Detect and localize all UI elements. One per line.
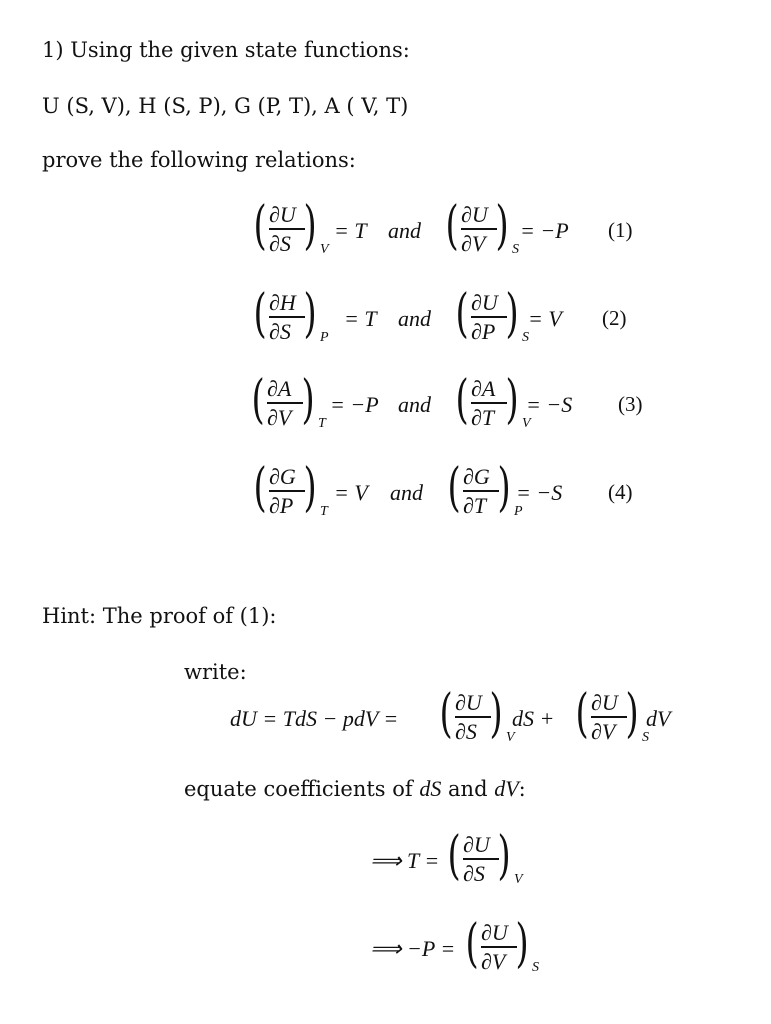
relation-3-derivative-1 (248, 370, 326, 440)
derivative-numerator: ∂H (269, 290, 296, 315)
derivative-numerator: ∂U (455, 690, 482, 715)
relation-row-2 (0, 284, 771, 354)
fraction-bar (481, 946, 517, 948)
relation-1-label: (1) (608, 218, 633, 242)
derivative-numerator: ∂U (591, 690, 618, 715)
derivative-subscript: V (514, 872, 523, 887)
relation-row-1 (0, 196, 771, 266)
derivative-denominator: ∂S (463, 861, 485, 886)
intro-line-3: prove the following relations: (42, 148, 356, 172)
relation-4-rhs-1: = V (334, 480, 368, 505)
left-paren: ( (445, 196, 459, 256)
derivative-subscript: P (320, 330, 329, 345)
right-paren: ) (497, 458, 511, 518)
relation-2-rhs-1: = T (344, 306, 377, 331)
relation-1-derivative-2 (442, 196, 519, 266)
equate-colon: : (518, 777, 526, 801)
derivative-numerator: ∂U (463, 832, 490, 857)
derivative-subscript: V (506, 730, 515, 745)
relation-3-derivative-2 (452, 370, 531, 440)
relation-row-4 (0, 458, 771, 528)
relation-2-rhs-2: = V (528, 306, 562, 331)
equate-coefficients-text (184, 778, 526, 800)
equate-and: and (441, 777, 495, 801)
left-paren: ( (439, 684, 453, 744)
fraction-bar (591, 716, 627, 718)
hint-title: Hint: The proof of (1): (42, 604, 277, 628)
right-paren: ) (625, 684, 639, 744)
derivative-numerator: ∂U (481, 920, 508, 945)
hint-equation-lhs: dU = TdS − pdV = (230, 706, 399, 731)
relation-1-derivative-1 (250, 196, 329, 266)
left-paren: ( (253, 196, 267, 256)
derivative-numerator: ∂U (461, 202, 488, 227)
relation-3-and: and (398, 392, 431, 417)
hint-write-label: write: (184, 660, 247, 684)
derivative-denominator: ∂V (267, 405, 292, 430)
derivative-denominator: ∂P (471, 319, 496, 344)
derivative-subscript: S (642, 730, 649, 745)
left-paren: ( (465, 914, 479, 974)
right-paren: ) (303, 284, 317, 344)
relation-4-derivative-1 (250, 458, 328, 528)
relation-4-derivative-2 (444, 458, 523, 528)
relation-2-and: and (398, 306, 431, 331)
hint-equation-mid: dS + (512, 706, 555, 731)
relation-3-rhs-2: = −S (526, 392, 573, 417)
left-paren: ( (251, 370, 265, 430)
fraction-bar (471, 316, 507, 318)
result-T (0, 826, 771, 896)
fraction-bar (269, 490, 305, 492)
derivative-numerator: ∂G (463, 464, 490, 489)
left-paren: ( (455, 370, 469, 430)
partial-derivative-dU-dS (436, 684, 515, 754)
relation-1-rhs-2: = −P (520, 218, 569, 243)
relation-3-rhs-1: = −P (330, 392, 379, 417)
derivative-subscript: V (320, 242, 329, 257)
derivative-denominator: ∂S (455, 719, 477, 744)
derivative-denominator: ∂V (591, 719, 616, 744)
derivative-numerator: ∂U (269, 202, 296, 227)
relation-3-label: (3) (618, 392, 643, 416)
left-paren: ( (455, 284, 469, 344)
equate-text: equate coefficients of (184, 777, 420, 801)
partial-derivative-dU-dV (572, 684, 649, 754)
right-paren: ) (505, 370, 519, 430)
left-paren: ( (253, 458, 267, 518)
derivative-denominator: ∂P (269, 493, 294, 518)
result-P (0, 914, 771, 984)
derivative-numerator: ∂A (267, 376, 292, 401)
derivative-subscript: S (522, 330, 529, 345)
right-paren: ) (489, 684, 503, 744)
relation-row-3 (0, 370, 771, 440)
relation-2-derivative-2 (452, 284, 529, 354)
fraction-bar (267, 402, 303, 404)
derivative-subscript: V (522, 416, 531, 431)
right-paren: ) (505, 284, 519, 344)
relation-4-label: (4) (608, 480, 633, 504)
intro-line-1: 1) Using the given state functions: (42, 38, 410, 62)
right-paren: ) (303, 196, 317, 256)
derivative-subscript: T (318, 416, 326, 431)
fraction-bar (455, 716, 491, 718)
derivative-denominator: ∂V (481, 949, 506, 974)
right-paren: ) (497, 826, 511, 886)
derivative-denominator: ∂S (269, 319, 291, 344)
fraction-bar (463, 858, 499, 860)
result-T-lhs: ⟹ T = (370, 848, 440, 873)
derivative-numerator: ∂G (269, 464, 296, 489)
relation-4-rhs-2: = −S (516, 480, 563, 505)
partial-derivative-result-T (444, 826, 523, 896)
right-paren: ) (515, 914, 529, 974)
hint-equation-end: dV (646, 706, 671, 731)
result-P-lhs: ⟹ −P = (370, 936, 456, 961)
left-paren: ( (447, 826, 461, 886)
derivative-subscript: P (514, 504, 523, 519)
fraction-bar (269, 228, 305, 230)
relation-2-label: (2) (602, 306, 627, 330)
relation-4-and: and (390, 480, 423, 505)
right-paren: ) (301, 370, 315, 430)
derivative-subscript: S (532, 960, 539, 975)
right-paren: ) (495, 196, 509, 256)
relation-1-and: and (388, 218, 421, 243)
fraction-bar (471, 402, 507, 404)
intro-line-2: U (S, V), H (S, P), G (P, T), A ( V, T) (42, 94, 409, 118)
relation-1-rhs-1: = T (334, 218, 367, 243)
equate-var-dV: dV (494, 776, 519, 801)
relation-2-derivative-1 (250, 284, 329, 354)
left-paren: ( (447, 458, 461, 518)
right-paren: ) (303, 458, 317, 518)
fraction-bar (461, 228, 497, 230)
derivative-denominator: ∂T (471, 405, 495, 430)
derivative-numerator: ∂U (471, 290, 498, 315)
left-paren: ( (253, 284, 267, 344)
derivative-denominator: ∂S (269, 231, 291, 256)
partial-derivative-result-P (462, 914, 539, 984)
left-paren: ( (575, 684, 589, 744)
derivative-subscript: T (320, 504, 328, 519)
derivative-numerator: ∂A (471, 376, 496, 401)
fraction-bar (463, 490, 499, 492)
equate-var-dS: dS (419, 776, 442, 801)
derivative-denominator: ∂T (463, 493, 487, 518)
hint-equation (0, 684, 771, 754)
derivative-denominator: ∂V (461, 231, 486, 256)
fraction-bar (269, 316, 305, 318)
derivative-subscript: S (512, 242, 519, 257)
